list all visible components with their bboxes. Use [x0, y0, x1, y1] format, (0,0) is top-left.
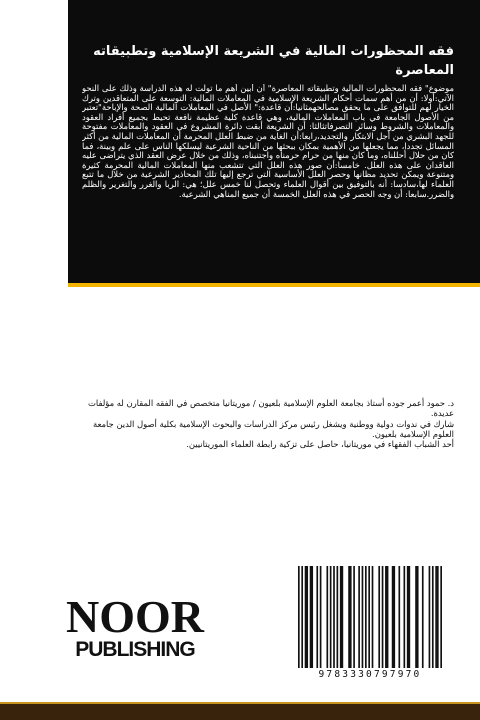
barcode-bar — [298, 566, 300, 668]
footer-bar — [0, 702, 480, 720]
barcode-bar — [337, 566, 339, 668]
barcode-bar — [372, 566, 374, 668]
barcode-bar — [403, 566, 405, 668]
barcode-bar — [378, 566, 380, 668]
barcode-bar — [392, 566, 395, 668]
barcode-bar — [429, 566, 431, 668]
barcode-bar — [432, 566, 434, 668]
author-bio-line: د. حمود أعمر جوده أستاذ بجامعة العلوم الإسلامية بلعيون / موريتانيا متخصص في الفقه المقارن له مؤلفات عديدة. — [88, 398, 454, 419]
barcode-bar — [407, 566, 410, 668]
barcode-bar — [422, 566, 424, 668]
author-bio-line: أحد الشباب الفقهاء في موريتانيا، حاصل على تزكية رابطة العلماء الموريتانيين. — [186, 439, 454, 450]
barcode-bar — [316, 566, 318, 668]
book-title: فقه المحظورات المالية في الشريعة الإسلامية وتطبيقاته المعاصرة — [93, 44, 454, 78]
barcode-bar — [398, 566, 400, 668]
barcode-bar — [333, 566, 335, 668]
author-bio — [82, 398, 454, 449]
publisher-logo-noor: NOOR — [66, 591, 204, 642]
barcode-bar — [310, 566, 313, 668]
accent-divider — [68, 283, 480, 287]
barcode-bar — [353, 566, 355, 668]
barcode-bar — [437, 566, 439, 668]
barcode-bar — [301, 566, 303, 668]
barcode-bar — [435, 566, 437, 668]
barcode-bar — [305, 566, 308, 668]
barcode-bar — [320, 566, 322, 668]
author-bio-line: شارك في ندوات دولية ووطنية ويشغل رئيس مركز الدراسات والبحوث الإسلامية بكلية أصول الدين جامعة العلوم الإسلامية بلعيون. — [92, 418, 454, 439]
barcode-bar — [368, 566, 370, 668]
isbn-barcode — [298, 566, 442, 686]
barcode-bar — [330, 566, 332, 668]
barcode-bar — [382, 566, 384, 668]
barcode-number: 9783330797970 — [318, 669, 422, 680]
barcode-bar — [358, 566, 360, 668]
book-blurb: موضوع" فقه المحظورات المالية وتطبيقاته المعاصرة" أن أبين أهم ما تولت له هذه الدراسة وذلك على النحو الآتي:أولا: أن من أهم سمات أحكام الشريعة الإسلامية في المعاملات المالية: التوسعة على المتعاقدين وترك الخيار لهم للتوافق على ما يحقق مصالحهمثانيا:أن قاعدة:" الأصل في المعاملات المالية الصحة والإباحة"تعتبر من الأصول الجامعة في باب المعاملات المالية، وهي قاعدة كلية عظيمة نافعة تحيط بجميع أفراد العقود والمعاملات والشروط وسائر التصرفاتثالثا: أن الشريعة أبقت دائرة المشروع في العقود والمعاملات مفتوحة للجهد البشري من أجل الابتكار والتجديد،رابعا:أن الغاية من ضبط العلل المحرمة أن المعاملات المالية من أكثر المسائل تجددا، مما يجعلها من الأهمية بمكان ببحثها من الناحية الشرعية ليسلكها الناس على علم وبينة، فما كان من حلال أحللناه، وما كان منها من حرام حرمناه واجتنبناه، وذلك من خلال عرض العقد الذي يتراضى عليه العاقدان على هذه العلل. خامسا:أن صور هذه العلل التي تتشعب منها المعاملات المالية المحرمة كثيرة ومتنوعة ويمكن تحديد مظانها وحصر العلل الأساسية التي ترجع إليها تلك المحاذير الشرعية من خلال ما تتبع العلماء لها،سادسا: أنه بالتوفيق بين أقوال العلماء وتحصل لنا خمس علل؛ هي: الربا والغرر والتغرير والظلم والضرر.سابعا: أن وجه الحصر في هذه العلل الخمسة أن جميع المناهي الشرعية. — [82, 84, 454, 199]
barcode-bar — [440, 566, 442, 668]
barcode-bar — [415, 566, 418, 668]
publisher-logo-publishing: PUBLISHING — [75, 638, 195, 661]
barcode-bars — [298, 566, 442, 668]
publisher-logo — [60, 591, 210, 662]
barcode-bar — [348, 566, 351, 668]
barcode-bar — [365, 566, 367, 668]
barcode-bar — [340, 566, 343, 668]
footer-gold-line — [0, 702, 480, 704]
barcode-bar — [326, 566, 328, 668]
barcode-bar — [362, 566, 364, 668]
barcode-bar — [385, 566, 388, 668]
